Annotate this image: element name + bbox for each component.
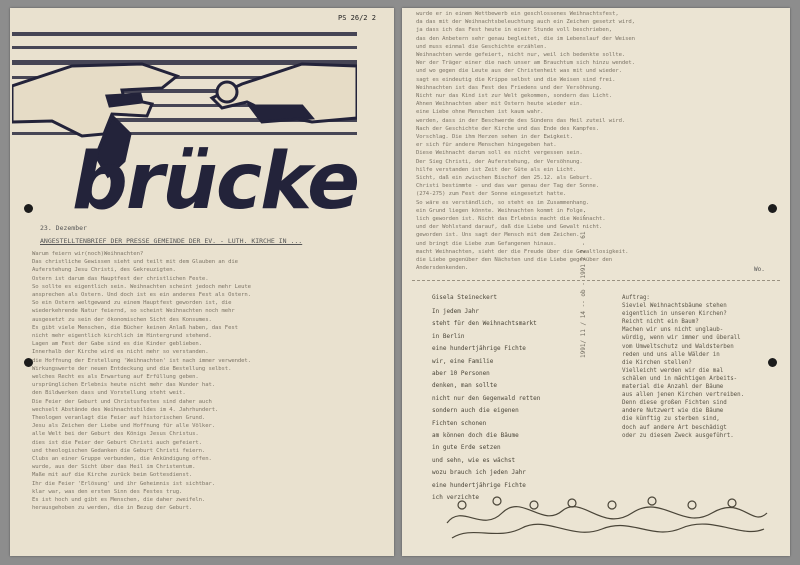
body-line: dies ist die Feier der Geburt Christi auch gefeiert. — [32, 439, 202, 446]
margin-stamp: 1991/ 11 / 14 -- ob - 1991 2 2 - 61 - ... — [580, 209, 587, 358]
woodcut-image — [12, 26, 357, 216]
poem-line: eine hundertjährige Fichte — [432, 345, 526, 353]
body-line: Diese Weihnacht darum soll es nicht vergessen sein. — [416, 150, 583, 157]
side-text-line: material die Anzahl der Bäume — [622, 384, 724, 391]
body-line: Wer der Träger einer die nach unser am Brauchtum sich hinzu wendet. — [416, 60, 635, 67]
side-text-line: die künftig zu sterben sind, — [622, 416, 720, 423]
body-line: und der Wohlstand darauf, daß die Liebe und Gewalt nicht. — [416, 224, 603, 231]
poem-line: wozu brauch ich jeden Jahr — [432, 469, 526, 477]
side-text-line: Denn diese großen Fichten sind — [622, 400, 727, 407]
poem-line: In jedem Jahr — [432, 308, 479, 315]
body-line: Ihr die Feier 'Erlösung' und ihr Geheimnis ist sichtbar. — [32, 480, 215, 487]
left-body-text — [32, 250, 251, 513]
poem-line: Fichten schonen — [432, 419, 487, 427]
body-line: sagt es eindeutig die Krippe selbst und die Weisen sind frei. — [416, 76, 616, 83]
body-line: welches Recht es als Erwartung auf Erfüllung geben. — [32, 374, 199, 381]
body-line: Innerhalb der Kirche wird es nicht mehr so verstanden. — [32, 349, 209, 356]
body-line: und bringt die Liebe zum Gefangenen hinaus. — [416, 240, 557, 247]
poem-line: steht für den Weihnachtsmarkt — [432, 320, 537, 328]
body-line: und theologischen Gedanken die Geburt Christi feiern. — [32, 447, 206, 454]
poem-line: ich verzichte — [432, 494, 479, 502]
body-line: Der Sieg Christi, der Auferstehung, der Versöhnung. — [416, 158, 583, 165]
side-text-line: Reicht nicht ein Baum? — [622, 319, 699, 326]
side-text-line: reden und uns alle Wälder in — [622, 351, 720, 358]
body-line: klar war, was den ersten Sinn des Festes trug. — [32, 488, 183, 495]
body-line: nicht mehr eigentlich kirchlich im Hintergrund stehend. — [32, 333, 212, 340]
side-text-line: aus allen jenen Kirchen vertreiben. — [622, 392, 745, 399]
crowd-illustration — [442, 483, 772, 543]
signature: Wo. — [754, 266, 765, 273]
body-line: macht Weihnachten, sieht der die Freude über die Gewaltlosigkeit. — [416, 248, 629, 255]
body-line: eine Liebe ohne Menschen ist kaum wahr. — [416, 109, 544, 116]
poem-line: in gute Erde setzen — [432, 444, 501, 452]
side-text-line: andere Nutzwert wie die Bäume — [622, 408, 724, 415]
poem-line: aber 10 Personen — [432, 370, 490, 378]
left-page — [10, 8, 394, 556]
side-text-line: Machen wir uns nicht unglaub- — [622, 327, 724, 334]
body-line: Warum feiern wir(noch)Weihnachten? — [32, 251, 144, 257]
poem-line: eine hundertjährige Fichte — [432, 481, 526, 489]
body-line: und muss einmal die Geschichte erzählen. — [416, 43, 547, 50]
body-line: Nicht nur das Kind ist zur Welt gekommen, sondern das Licht. — [416, 93, 613, 100]
poem-text — [432, 306, 540, 505]
body-line: Ostern ist darum das Hauptfest der christlichen Feste. — [32, 275, 209, 282]
body-line: Die Feier der Geburt und Christusfestes sind daher auch — [32, 398, 212, 405]
poem-line: denken, man sollte — [432, 382, 498, 390]
body-line: Es ist hoch und gibt es Menschen, die daher zweifeln. — [32, 497, 206, 504]
body-line: Weihnachten werde gefeiert, nicht nur, weil ich bedenkte sollte. — [416, 52, 626, 59]
date-line: 23. Dezember — [40, 224, 87, 232]
body-line: Es gibt viele Menschen, die Bücher keinen Anlaß haben, das Fest — [32, 324, 238, 331]
side-text-line: die Kirchen stellen? — [622, 359, 692, 366]
body-line: Christi bestimmte - und das war genau der Tag der Sonne. — [416, 183, 599, 190]
body-line: da das mit der Weihnachtsbeleuchtung auch ein Zeichen gesetzt wird, — [416, 19, 635, 26]
body-line: (274-275) zum Fest der Sonne eingesetzt hatte. — [416, 191, 567, 198]
body-line: und wo gegen die Leute aus der Christenheit was mit und wieder. — [416, 68, 622, 75]
body-line: Das christliche Gewissen sieht und teilt mit dem Glauben an die — [32, 259, 238, 266]
side-text — [622, 294, 744, 440]
right-body-text — [416, 10, 635, 273]
masthead-woodcut — [12, 26, 357, 216]
body-line: den Bildwerken dass und Vorstellung steht weit. — [32, 390, 186, 397]
poem-line: in Berlin — [432, 332, 465, 340]
body-line: Nach der Geschichte der Kirche und das Ende des Kampfes. — [416, 125, 599, 132]
side-text-line: schälen und in mächtigen Arbeits- — [622, 375, 738, 382]
side-text-line: Vielleicht werden wir die mal — [622, 367, 724, 374]
poem-line: am können doch die Bäume — [432, 432, 519, 440]
body-line: ansprechen als Ostern. Und doch ist es ein anderes Fest als Ostern. — [32, 292, 251, 299]
side-text-line: eigentlich in unseren Kirchen? — [622, 311, 727, 318]
punch-hole — [768, 358, 777, 367]
body-line: Clubs an einer Gruppe verbunden, die Ankündigung offen. — [32, 456, 212, 463]
body-line: ja dass ich das Fest heute in einer Stunde voll beschrieben, — [416, 27, 613, 34]
side-text-line: doch auf andere Art beschädigt — [622, 424, 727, 431]
body-line: Lagen am Fest der Gabe sind es die Kinder geblieben. — [32, 341, 202, 348]
body-line: wurde er in einem Wettbewerb ein geschlossenes Weihnachtsfest, — [416, 11, 619, 17]
body-line: ein Grund liegen könnte. Weihnachten kommt in Folge. — [416, 207, 586, 214]
body-line: er sich für andere Menschen hingegeben hat. — [416, 142, 557, 149]
subtitle: ANGESTELLTENBRIEF DER PRESSE GEMEINDE DER EV. - LUTH. KIRCHE IN ... — [40, 237, 303, 245]
side-text-line: würdig, wenn wir immer und überall — [622, 335, 741, 342]
body-line: Wirkungswerte der neuen Entdeckung und die Bestellung selbst. — [32, 365, 232, 372]
body-line: werden, dass in der Beschwerde des Sündens das Heil zuteil wird. — [416, 117, 626, 124]
poem-author: Gisela Steineckert — [432, 294, 498, 301]
body-line: wiederkehrende Natur feiernd, so scheint Weihnachten noch mehr — [32, 308, 235, 315]
body-line: Jesu als Zeichen der Liebe und Hoffnung für alle Völker. — [32, 423, 215, 430]
body-line: Sicht, daß ein zwischen Bischof den 25.12. als Geburt. — [416, 175, 593, 182]
body-line: Vorschlag. Die ihm Herzen sehen in der Ewigkeit. — [416, 134, 573, 141]
body-line: So ein Ostern weltgewand zu einem Hauptfest geworden ist, die — [32, 300, 232, 307]
body-line: die Hoffnung der Erstellung 'Weihnachten' ist nach immer verwendet. — [32, 357, 251, 364]
body-line: die Liebe gegenüber den Nächsten und die Liebe gegenüber den — [416, 257, 613, 264]
poem-line: wir, eine Familie — [432, 357, 494, 365]
body-line: geworden ist. Uns sagt der Mensch mit dem Zeichen. — [416, 232, 580, 239]
side-text-line: Sieviel Weihnachtsbäume stehen — [622, 303, 727, 310]
poem-line: und sehn, wie es wächst — [432, 456, 516, 464]
side-text-line: Auftrag: — [622, 295, 650, 301]
body-line: Ahnen Weihnachten aber mit Ostern heute wieder ein. — [416, 101, 583, 108]
masthead-title: brücke — [72, 137, 357, 216]
poem-line: sondern auch die eigenen — [432, 407, 519, 415]
punch-hole — [24, 204, 33, 213]
body-line: Maße mit auf die Kirche zurück beim Gottesdienst. — [32, 472, 193, 479]
body-line: wurde, aus der Sicht über das Heil im Christentum. — [32, 464, 196, 471]
body-line: wechselt Abstände des Weihnachtsbildes im 4. Jahrhundert. — [32, 406, 219, 413]
body-line: lich geworden ist. Nicht das Erlebnis macht die Weihnacht. — [416, 216, 606, 223]
body-line: hilfe verstanden ist Zeit der Güte als ein Licht. — [416, 166, 577, 173]
archive-code: PS 26/2 2 — [338, 14, 376, 22]
side-text-line: vom Umweltschutz und Waldsterben — [622, 343, 734, 350]
side-text-line: oder zu diesem Zweck ausgeführt. — [622, 432, 734, 439]
body-line: Weihnachten ist das Fest des Friedens und der Versöhnung. — [416, 84, 603, 91]
body-line: Andersdenkenden. — [416, 265, 469, 272]
body-line: So wäre es verständlich, so steht es im Zusammenhang. — [416, 199, 590, 206]
separator-line — [412, 280, 780, 281]
body-line: das den Anbetern sehr genau begleitet, die im Lebenslauf der Weisen — [416, 35, 635, 42]
body-line: ausgesetzt zu sein der ökonomischen Sicht des Konsumes. — [32, 316, 212, 323]
poem-line: nicht nur den Gegenwald retten — [432, 394, 541, 402]
body-line: ursprünglichen Erlebnis heute nicht mehr das Wunder hat. — [32, 382, 215, 389]
masthead-letters — [72, 137, 357, 216]
right-page — [402, 8, 790, 556]
body-line: alle Welt bei der Geburt des Königs Jesus Christus. — [32, 431, 199, 438]
body-line: Auferstehung Jesu Christi, des Gekreuzigten. — [32, 267, 176, 274]
body-line: Theologen veranlagt die Feier auf historischen Grund. — [32, 415, 206, 422]
body-line: herausgehoben zu werden, die in Bezug der Geburt. — [32, 505, 193, 512]
punch-hole — [768, 204, 777, 213]
body-line: So sollte es eigentlich sein. Weihnachten scheint jedoch mehr Leute — [32, 283, 251, 290]
